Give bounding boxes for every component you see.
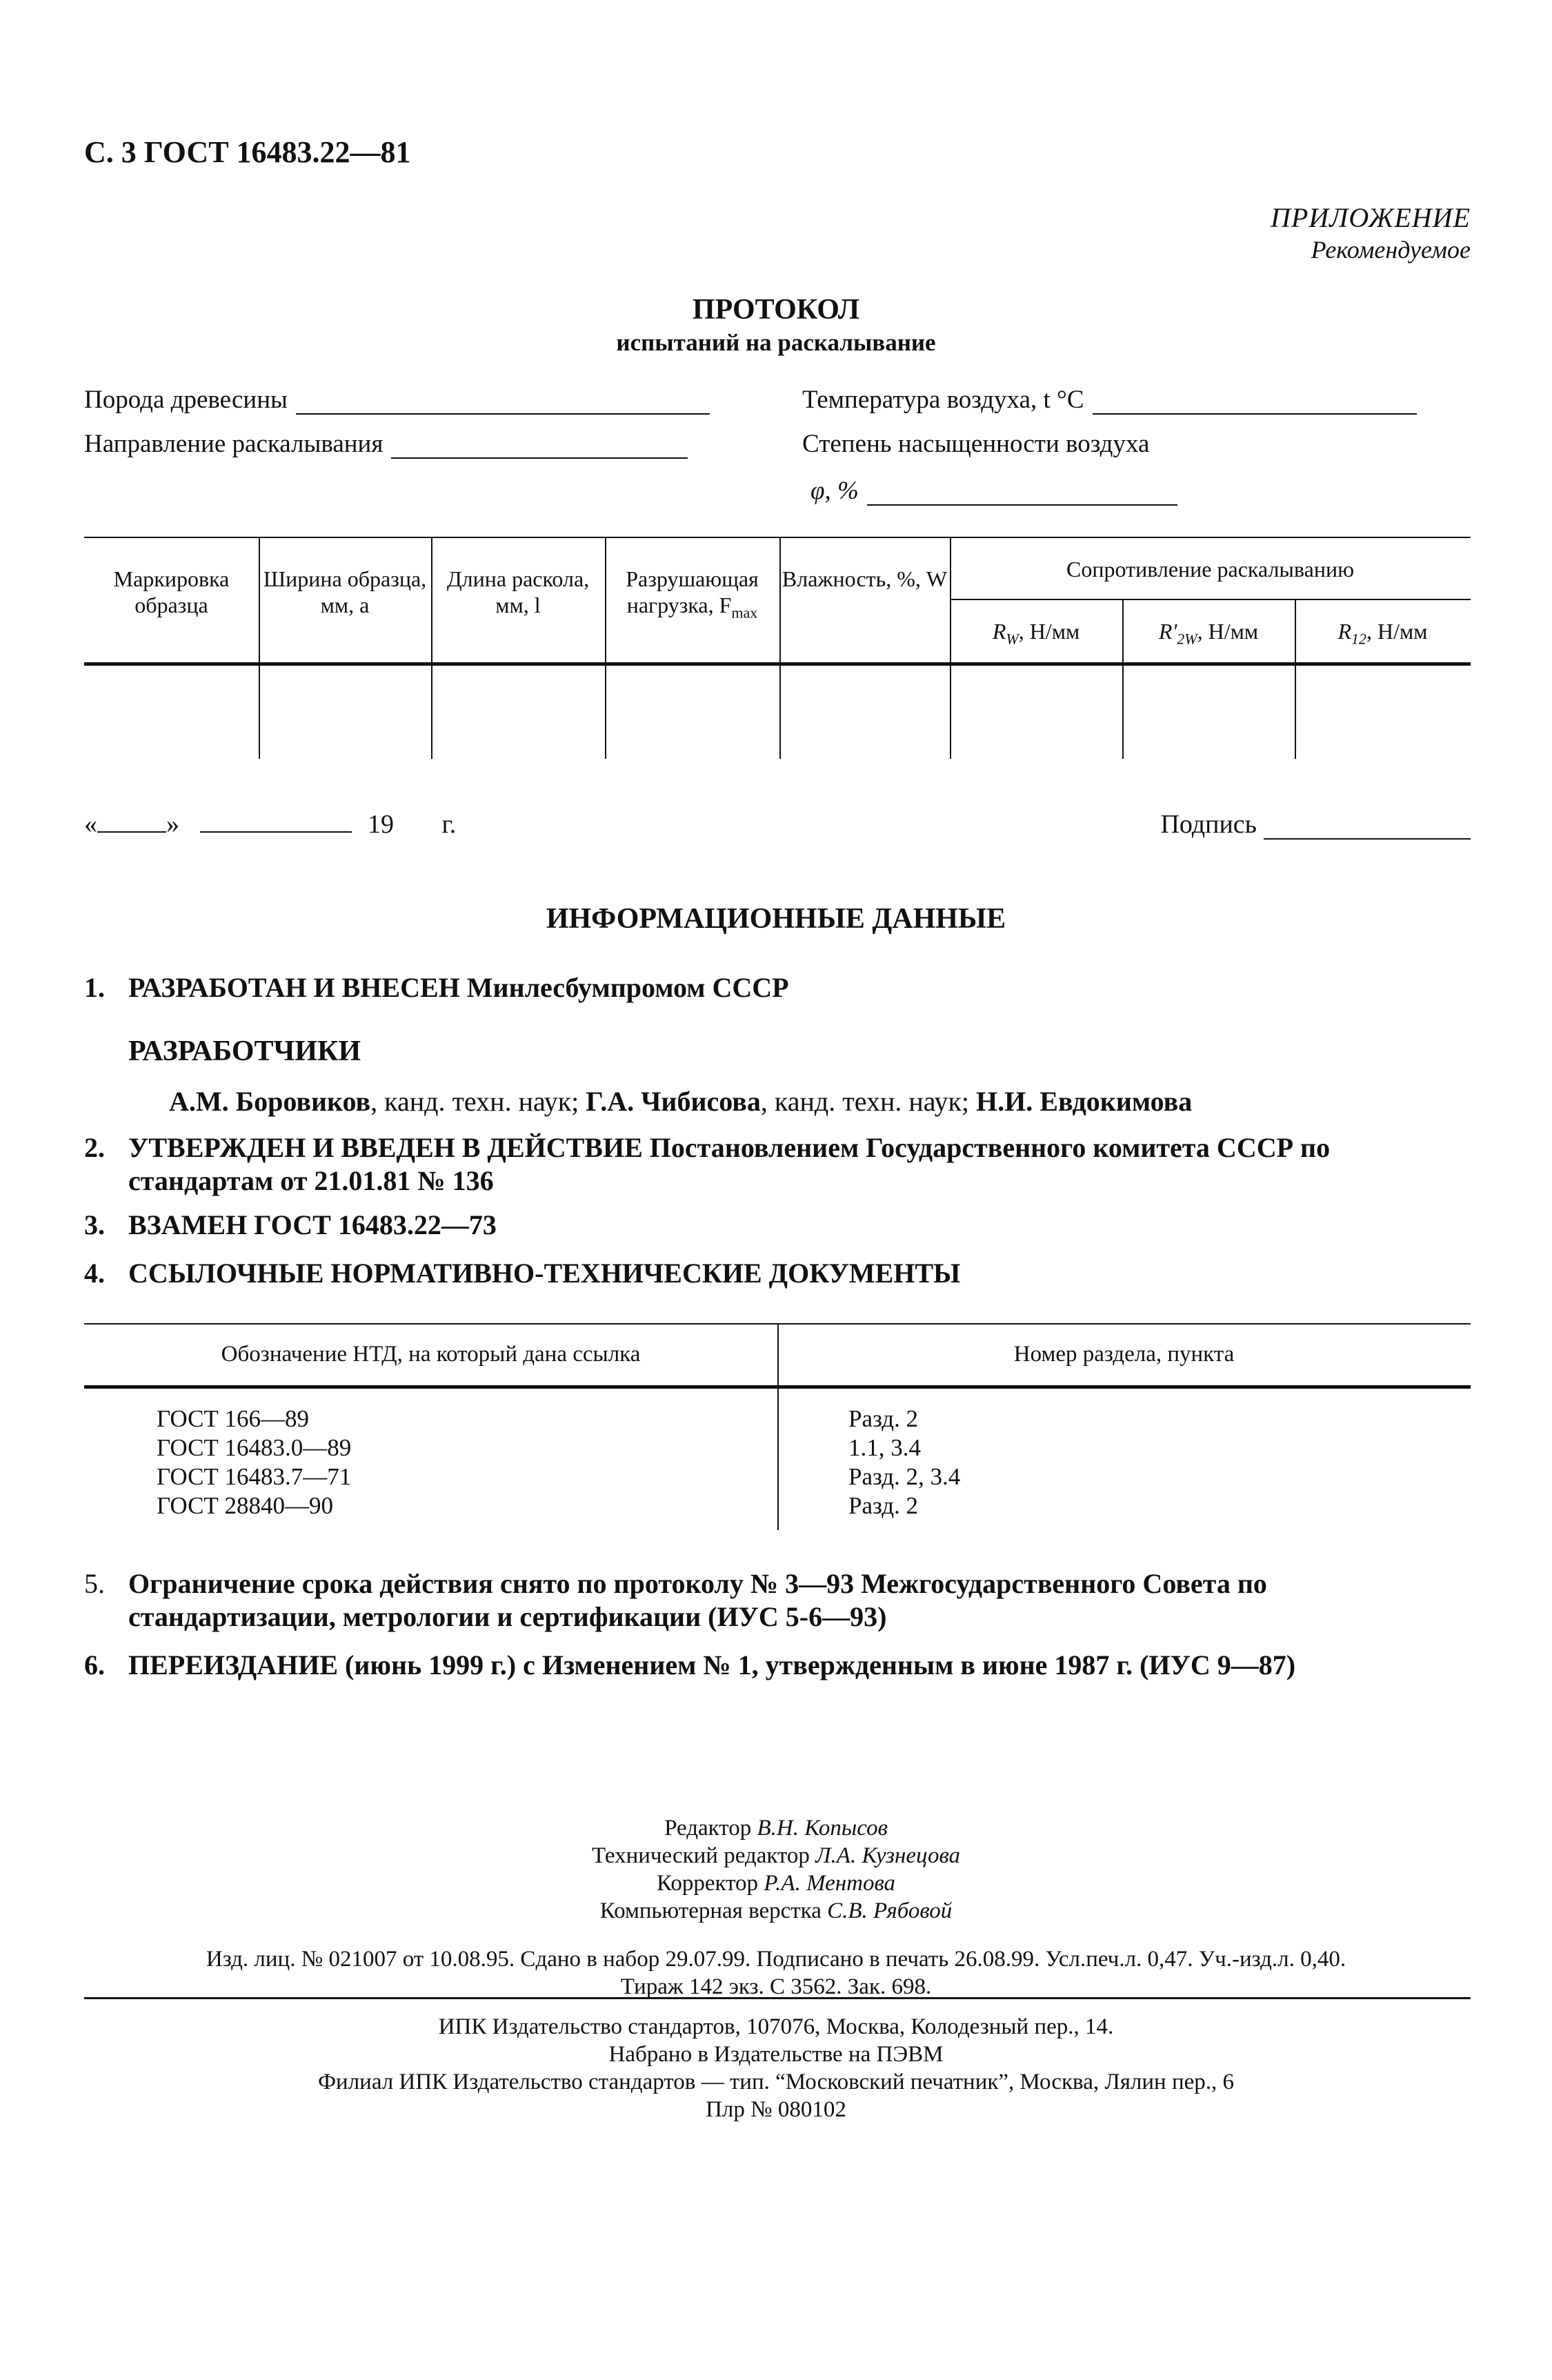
- developers-title: РАЗРАБОТЧИКИ: [128, 1035, 361, 1067]
- ntd-section-cell: Разд. 2: [848, 1405, 919, 1432]
- developer-degree: , канд. техн. наук;: [370, 1086, 586, 1117]
- th-rw-index: W: [1006, 630, 1019, 648]
- signature-label: Подпись: [1160, 810, 1257, 839]
- ntd-table: [84, 1323, 1471, 1530]
- signature-field: [1160, 809, 1471, 840]
- item-heading: ВЗАМЕН ГОСТ 16483.22—73: [128, 1209, 497, 1240]
- item-text: Ограничение срока действия снято по протоколу № 3—93 Межгосударственного Совета по стандартизации, метрологии и сертификации (ИУС 5-6—93): [128, 1568, 1267, 1632]
- credit-name: С.В. Рябовой: [827, 1898, 953, 1923]
- item-text: (июнь 1999 г.) с Изменением № 1, утвержденным в июне 1987 г. (ИУС 9—87): [338, 1649, 1296, 1680]
- item-number: 3.: [84, 1209, 105, 1240]
- item-heading: УТВЕРЖДЕН И ВВЕДЕН В ДЕЙСТВИЕ: [128, 1132, 643, 1163]
- item-text: Минлесбумпромом СССР: [459, 972, 789, 1003]
- table-header-rule: [84, 662, 1471, 666]
- phi-label: φ, %: [810, 477, 859, 505]
- developer-name: Н.И. Евдокимова: [976, 1086, 1193, 1117]
- item-heading: ССЫЛОЧНЫЕ НОРМАТИВНО-ТЕХНИЧЕСКИЕ ДОКУМЕНТЫ: [128, 1258, 961, 1289]
- air-temperature-label: Температура воздуха, t °C: [802, 386, 1084, 414]
- month-blank: [200, 831, 352, 833]
- day-blank: [97, 831, 166, 833]
- protocol-subtitle: испытаний на раскалывание: [616, 329, 936, 356]
- ntd-section-cell: Разд. 2, 3.4: [848, 1463, 961, 1490]
- publisher-line-1: ИПК Издательство стандартов, 107076, Москва, Колодезный пер., 14.: [438, 2014, 1114, 2039]
- ntd-section-column: [848, 1405, 960, 1520]
- th-split-resistance: Сопротивление раскалыванию: [1066, 557, 1354, 582]
- th-width: Ширина образца, мм, a: [263, 566, 427, 617]
- air-saturation-field: [802, 429, 1149, 459]
- date-line: [84, 809, 456, 840]
- item-number: 1.: [84, 972, 105, 1003]
- developer-name: А.М. Боровиков: [169, 1086, 371, 1117]
- publisher-line-2: Набрано в Издательстве на ПЭВМ: [608, 2042, 944, 2067]
- credit-name: Р.А. Ментова: [764, 1871, 896, 1896]
- th-r2w: [1122, 618, 1295, 652]
- publisher-info: [0, 2013, 1552, 2123]
- imprint-line-1: Изд. лиц. № 021007 от 10.08.95. Сдано в набор 29.07.99. Подписано в печать 26.08.99. Усл.печ.л. 0,47. Уч.-изд.л. 0,40.: [206, 1947, 1346, 1972]
- page-header: С. 3 ГОСТ 16483.22—81: [84, 135, 411, 169]
- credit-role: Технический редактор: [591, 1843, 810, 1868]
- ntd-doc-cell: ГОСТ 28840—90: [157, 1492, 334, 1519]
- signature-blank: [1264, 815, 1471, 840]
- credit-role: Компьютерная верстка: [599, 1898, 822, 1923]
- wood-species-field: [84, 385, 710, 415]
- air-saturation-label: Степень насыщенности воздуха: [802, 430, 1150, 458]
- developer-name: Г.А. Чибисова: [586, 1086, 761, 1117]
- credit-name: В.Н. Копысов: [757, 1816, 888, 1841]
- credit-tech-editor: [0, 1842, 1552, 1870]
- info-item-3: [84, 1209, 1471, 1242]
- th-r12-symbol: R: [1337, 619, 1352, 644]
- item-number: 6.: [84, 1649, 105, 1680]
- th-r12-index: 12: [1351, 630, 1367, 648]
- th-r12-unit: , Н/мм: [1366, 619, 1428, 644]
- th-load-sub: max: [731, 604, 758, 622]
- th-r2w-unit: , Н/мм: [1197, 619, 1259, 644]
- protocol-heading: [0, 293, 1552, 357]
- item-number: 4.: [84, 1258, 105, 1289]
- th-marking: Маркировка образца: [113, 566, 230, 617]
- protocol-title: ПРОТОКОЛ: [692, 294, 860, 326]
- th-r2w-symbol: R': [1158, 619, 1177, 644]
- imprint: [0, 1945, 1552, 2001]
- th-moisture: Влажность, %, W: [782, 566, 948, 591]
- split-direction-label: Направление раскалывания: [84, 430, 384, 458]
- th-load-label: Разрушающая нагрузка, F: [626, 566, 759, 617]
- credit-role: Корректор: [656, 1871, 759, 1896]
- th-r2w-index: 2W: [1177, 630, 1197, 648]
- item-heading: ПЕРЕИЗДАНИЕ: [128, 1649, 339, 1680]
- item-text: Постановлением Государственного комитета СССР по стандартам от 21.01.81 № 136: [128, 1132, 1331, 1196]
- air-temperature-field: [802, 385, 1417, 415]
- credit-proofreader: [0, 1870, 1552, 1897]
- info-item-5: [84, 1567, 1471, 1634]
- publisher-line-4: Плр № 080102: [706, 2097, 846, 2122]
- ntd-doc-cell: ГОСТ 166—89: [157, 1405, 310, 1432]
- info-item-6: [84, 1649, 1471, 1682]
- ntd-header-doc: Обозначение НТД, на который дана ссылка: [221, 1342, 641, 1367]
- credits: [0, 1814, 1552, 1925]
- ntd-doc-cell: ГОСТ 16483.0—89: [157, 1434, 352, 1461]
- date-close-quote: »: [166, 810, 179, 839]
- th-rw-symbol: R: [992, 619, 1006, 644]
- table-top-rule: [84, 537, 1471, 538]
- th-rw-unit: , Н/мм: [1018, 619, 1080, 644]
- th-length: Длина раскола, мм, l: [446, 566, 590, 617]
- protocol-table: [84, 537, 1471, 759]
- phi-blank: [867, 481, 1177, 506]
- wood-species-label: Порода древесины: [84, 386, 288, 414]
- ntd-section-cell: Разд. 2: [848, 1492, 919, 1519]
- item-heading: РАЗРАБОТАН И ВНЕСЕН: [128, 972, 460, 1003]
- credit-layout: [0, 1897, 1552, 1925]
- item-number: 2.: [84, 1132, 105, 1163]
- phi-field: [810, 476, 1177, 506]
- appendix-subtitle: Рекомендуемое: [1311, 236, 1471, 264]
- th-load: [605, 566, 779, 626]
- credit-role: Редактор: [664, 1816, 752, 1841]
- publisher-line-3: Филиал ИПК Издательство стандартов — тип. “Московский печатник”, Москва, Лялин пер., 6: [317, 2070, 1235, 2094]
- date-open-quote: «: [84, 810, 97, 839]
- developer-degree: , канд. техн. наук;: [760, 1086, 977, 1117]
- th-r12: [1295, 618, 1471, 652]
- info-title: ИНФОРМАЦИОННЫЕ ДАННЫЕ: [546, 903, 1006, 935]
- air-temperature-blank: [1093, 390, 1417, 415]
- table-group-rule: [950, 599, 1471, 600]
- split-direction-field: [84, 429, 688, 459]
- date-year-suffix: г.: [441, 810, 457, 839]
- ntd-doc-cell: ГОСТ 16483.7—71: [157, 1463, 352, 1490]
- appendix-label: [1271, 201, 1471, 264]
- footer-rule: [84, 1997, 1471, 1999]
- ntd-doc-column: [157, 1405, 351, 1520]
- info-item-1: [84, 971, 1471, 1004]
- ntd-section-cell: 1.1, 3.4: [848, 1434, 921, 1461]
- item-number: 5.: [84, 1568, 105, 1599]
- developers-list: [169, 1085, 1192, 1118]
- split-direction-blank: [391, 434, 688, 459]
- info-item-4: [84, 1257, 1471, 1290]
- info-item-2: [84, 1131, 1471, 1198]
- ntd-header-section: Номер раздела, пункта: [1013, 1342, 1235, 1367]
- credit-name: Л.А. Кузнецова: [815, 1843, 961, 1868]
- credit-editor: [0, 1814, 1552, 1842]
- appendix-title: ПРИЛОЖЕНИЕ: [1271, 202, 1471, 233]
- wood-species-blank: [296, 390, 710, 415]
- imprint-line-2: Тираж 142 экз. С 3562. Зак. 698.: [620, 1974, 932, 1999]
- date-year: 19: [368, 810, 394, 839]
- th-rw: [950, 618, 1122, 652]
